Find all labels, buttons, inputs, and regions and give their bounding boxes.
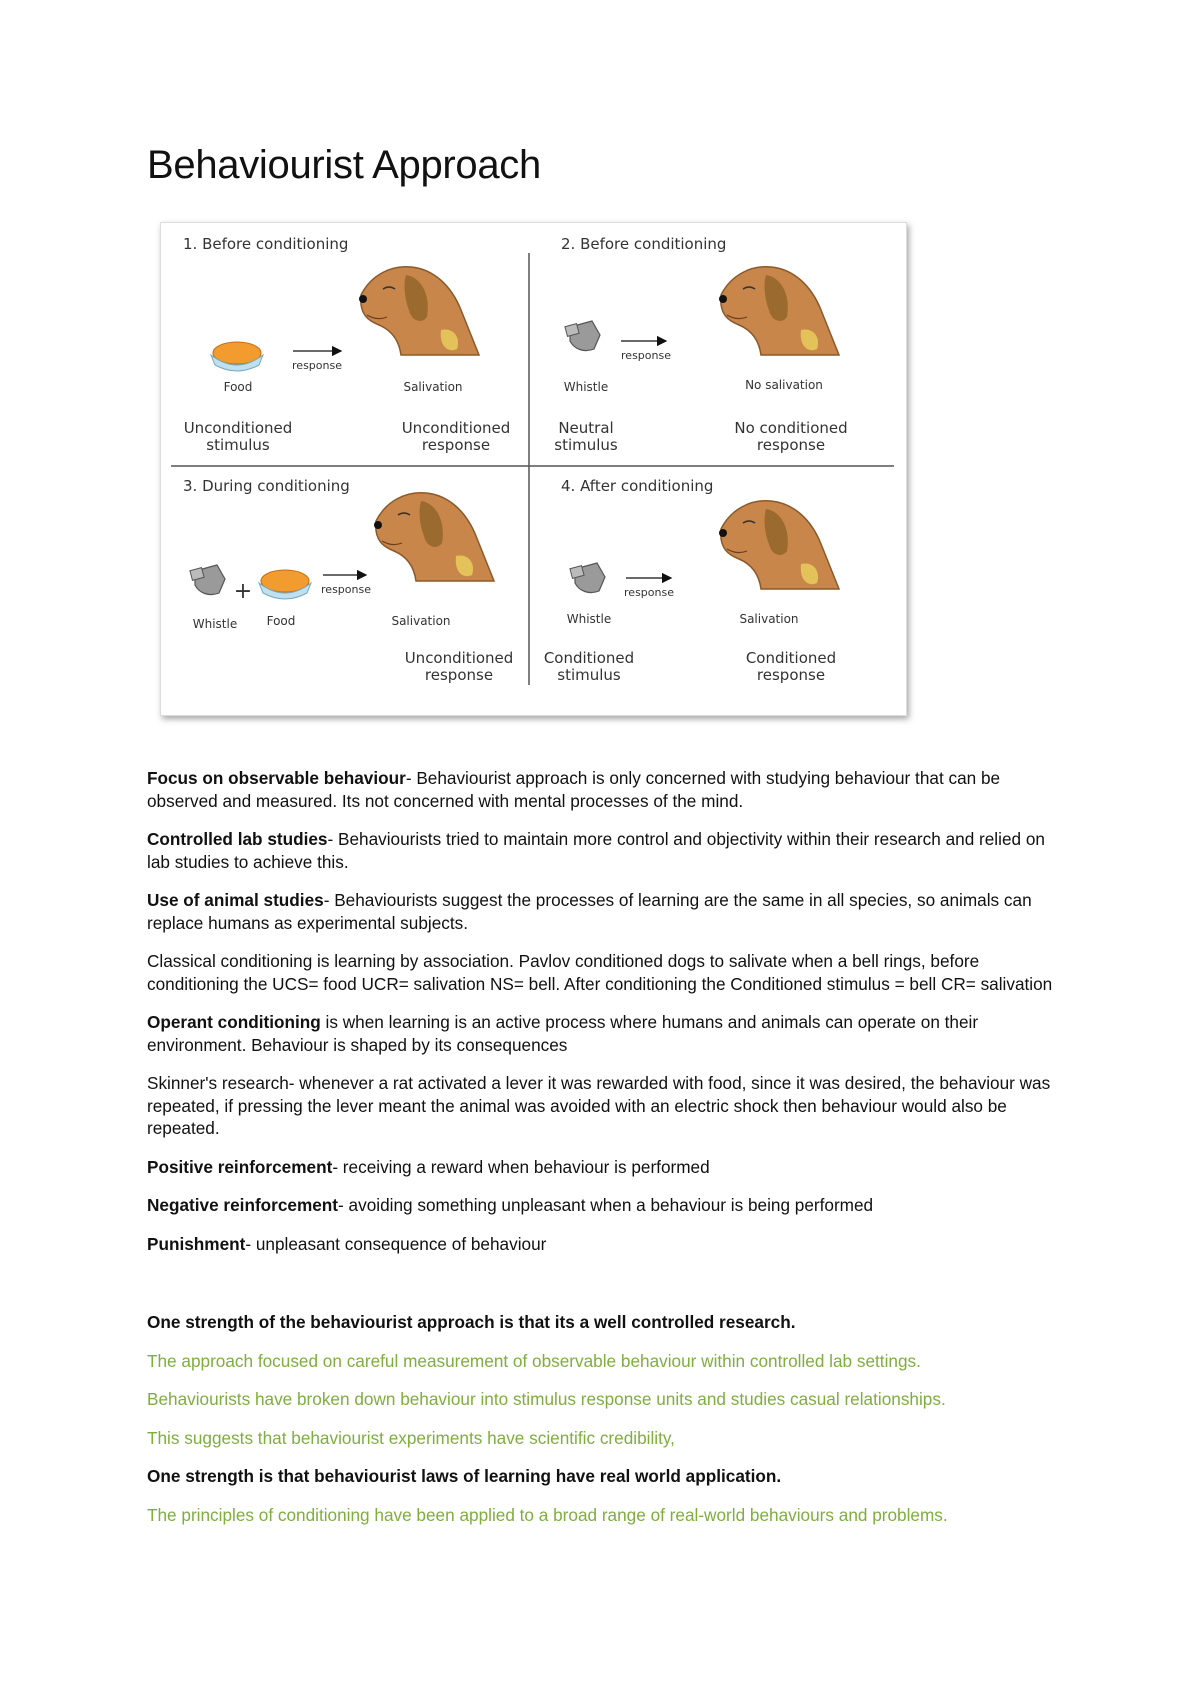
paragraph-text: is when learning is an active process where humans and animals can operate on their environment. Behaviour is shaped by its consequences — [147, 1012, 979, 1055]
food-bowl-icon — [211, 342, 263, 371]
term: Focus on observable behaviour — [147, 768, 406, 788]
paragraph-text: - Behaviourists tried to maintain more control and objectivity within their research and relied on lab studies to achieve this. — [147, 829, 1045, 872]
term: Punishment — [147, 1233, 246, 1254]
panel-4-left-caption-2: stimulus — [557, 666, 621, 684]
conditioning-diagram — [161, 223, 906, 715]
page-title: Behaviourist Approach — [147, 143, 541, 187]
paragraph-lab-studies — [147, 828, 1067, 873]
paragraph-observable — [147, 767, 1067, 812]
dog-icon — [719, 267, 839, 355]
panel-3-item-b: Food — [266, 614, 296, 628]
panel-3-item-a: Whistle — [192, 617, 238, 631]
panel-3-right-item: Salivation — [391, 614, 451, 628]
paragraph-animal-studies — [147, 889, 1067, 934]
dog-icon — [374, 493, 494, 581]
paragraph-text: - unpleasant consequence of behaviour — [245, 1233, 547, 1254]
panel-1-left-caption-2: stimulus — [206, 436, 270, 454]
panel-3-right-caption-2: response — [424, 666, 494, 684]
dog-icon — [719, 501, 839, 589]
paragraph-operant — [147, 1011, 1067, 1056]
panel-2-right-caption-1: No conditioned — [734, 419, 848, 437]
paragraph-text: - avoiding something unpleasant when a behaviour is being performed — [338, 1195, 874, 1215]
panel-2-right-caption-2: response — [756, 436, 826, 454]
whistle-icon — [570, 563, 605, 593]
panel-2-left-caption-2: stimulus — [554, 436, 618, 454]
panel-2-right-item: No salivation — [745, 378, 823, 392]
panel-1-arrow-label: response — [292, 359, 342, 372]
evaluation-point-1 — [147, 1311, 1067, 1334]
evaluation-evidence-2: Behaviourists have broken down behaviour into stimulus response units and studies casual relationships. — [147, 1389, 946, 1409]
term: Controlled lab studies — [147, 829, 328, 849]
paragraph-punishment — [147, 1233, 1067, 1256]
paragraph-text: - Behaviourists suggest the processes of learning are the same in all species, so animals can replace humans as experimental subjects. — [147, 890, 1032, 933]
panel-1-right-item: Salivation — [403, 380, 463, 394]
panel-2-arrow-label: response — [621, 349, 671, 362]
panel-3 — [183, 477, 513, 684]
body-text — [147, 767, 1067, 1542]
paragraph-skinner — [147, 1072, 1067, 1140]
paragraph-text: Skinner's research- whenever a rat activated a lever it was rewarded with food, since it was desired, the behaviour was repeated, if pressing the lever meant the animal was avoided with an electric shock then behaviour would also be repeated. — [147, 1073, 1051, 1138]
evaluation-evidence-1: The approach focused on careful measurement of observable behaviour within controlled lab settings. — [147, 1350, 921, 1371]
panel-4-arrow-label: response — [624, 586, 674, 599]
panel-2-left-caption-1: Neutral — [558, 419, 614, 437]
panel-4-right-caption-1: Conditioned — [745, 649, 837, 667]
panel-4-left-item: Whistle — [566, 612, 612, 626]
whistle-icon — [565, 321, 600, 351]
term: Positive reinforcement — [147, 1156, 333, 1177]
panel-1-left-caption-1: Unconditioned — [183, 419, 293, 437]
evaluation-point-2 — [147, 1465, 1067, 1488]
paragraph-negative — [147, 1194, 1067, 1217]
panel-1 — [183, 235, 510, 454]
panel-1-right-caption-2: response — [421, 436, 491, 454]
panel-4-right-caption-2: response — [756, 666, 826, 684]
food-bowl-icon — [259, 570, 311, 599]
term: Operant conditioning — [147, 1012, 321, 1032]
panel-3-heading: 3. During conditioning — [183, 477, 350, 495]
term: Use of animal studies — [147, 890, 324, 910]
evaluation-heading: One strength of the behaviourist approach is that its a well controlled research. — [147, 1312, 796, 1332]
panel-1-right-caption-1: Unconditioned — [401, 419, 511, 437]
classical-conditioning-figure — [160, 222, 907, 716]
whistle-icon — [190, 565, 225, 595]
panel-2-heading: 2. Before conditioning — [561, 235, 727, 253]
paragraph-classical — [147, 950, 1067, 995]
panel-4-left-caption-1: Conditioned — [543, 649, 635, 667]
evaluation-conclusion-1: This suggests that behaviourist experiments have scientific credibility, — [147, 1427, 675, 1448]
dog-icon — [359, 267, 479, 355]
panel-1-heading: 1. Before conditioning — [183, 235, 349, 253]
evaluation-heading: One strength is that behaviourist laws of learning have real world application. — [147, 1466, 782, 1486]
paragraph-text: Classical conditioning is learning by association. Pavlov conditioned dogs to salivate when a bell rings, before conditioning the UCS= food UCR= salivation NS= bell. After conditioning the Conditioned stimulus = bell CR= salivation — [147, 951, 1053, 994]
panel-3-right-caption-1: Unconditioned — [404, 649, 514, 667]
panel-4 — [544, 477, 839, 684]
paragraph-text: - Behaviourist approach is only concerned with studying behaviour that can be observed and measured. Its not concerned with mental processes of the mind. — [147, 768, 1001, 811]
panel-4-right-item: Salivation — [739, 612, 799, 626]
term: Negative reinforcement — [147, 1195, 339, 1215]
evaluation-evidence-3: The principles of conditioning have been applied to a broad range of real-world behaviours and problems. — [147, 1504, 948, 1525]
spacer — [147, 1271, 1067, 1311]
paragraph-text: - receiving a reward when behaviour is performed — [332, 1156, 710, 1177]
panel-3-arrow-label: response — [321, 583, 371, 596]
paragraph-positive — [147, 1156, 1067, 1179]
panel-1-left-item: Food — [223, 380, 253, 394]
panel-2-left-item: Whistle — [563, 380, 609, 394]
panel-4-heading: 4. After conditioning — [561, 477, 714, 495]
panel-2 — [554, 235, 847, 454]
plus-sign: + — [233, 579, 253, 604]
